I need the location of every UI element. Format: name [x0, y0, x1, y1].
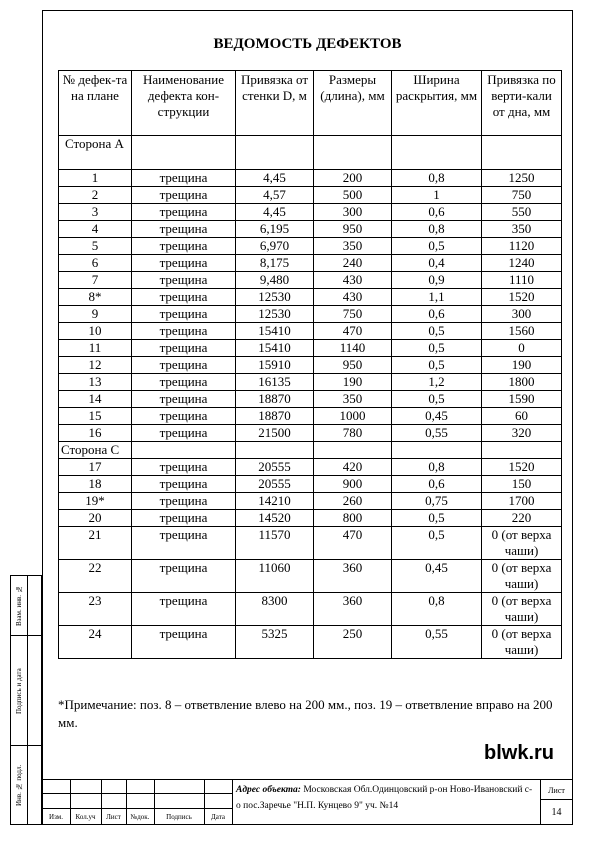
cell-opening-width: 0,5: [392, 340, 482, 357]
cell-defect-name: трещина: [132, 170, 236, 187]
cell-vertical-offset: 350: [482, 221, 562, 238]
cell-defect-number: 14: [59, 391, 132, 408]
cell-vertical-offset: 550: [482, 204, 562, 221]
cell-length: 360: [314, 593, 392, 626]
header-defect-name: Наименование дефекта кон-струкции: [132, 71, 236, 136]
cell-wall-offset: 18870: [236, 408, 314, 425]
title-block: [42, 779, 573, 825]
cell-wall-offset: 6,195: [236, 221, 314, 238]
cell-length: 800: [314, 510, 392, 527]
cell-vertical-offset: 1560: [482, 323, 562, 340]
cell-vertical-offset: 0 (от верха чаши): [482, 626, 562, 659]
cell-vertical-offset: 1240: [482, 255, 562, 272]
cell-defect-name: трещина: [132, 340, 236, 357]
cell-defect-name: трещина: [132, 221, 236, 238]
cell-wall-offset: 20555: [236, 459, 314, 476]
cell-vertical-offset: 220: [482, 510, 562, 527]
cell-wall-offset: 4,45: [236, 170, 314, 187]
cell-defect-number: 21: [59, 527, 132, 560]
cell-defect-number: 20: [59, 510, 132, 527]
cell-opening-width: 0,5: [392, 323, 482, 340]
cell-wall-offset: 21500: [236, 425, 314, 442]
stamp-col-date: Дата: [211, 813, 225, 821]
cell-wall-offset: 18870: [236, 391, 314, 408]
cell-defect-number: 18: [59, 476, 132, 493]
stamp-col-sheet: Лист: [106, 813, 121, 821]
cell-length: 350: [314, 238, 392, 255]
cell-wall-offset: 14520: [236, 510, 314, 527]
cell-wall-offset: 15410: [236, 323, 314, 340]
table-row: [59, 272, 562, 289]
address-label: Адрес объекта:: [236, 785, 301, 795]
cell-defect-number: 11: [59, 340, 132, 357]
section-empty-cell: [236, 442, 314, 459]
cell-length: 420: [314, 459, 392, 476]
header-vertical-offset: Привязка по верти-кали от дна, мм: [482, 71, 562, 136]
cell-defect-name: трещина: [132, 374, 236, 391]
stamp-col-change: Изм.: [49, 813, 63, 821]
cell-defect-name: трещина: [132, 527, 236, 560]
cell-defect-name: трещина: [132, 272, 236, 289]
cell-vertical-offset: 190: [482, 357, 562, 374]
table-row: [59, 527, 562, 560]
cell-length: 430: [314, 272, 392, 289]
side-stamp-label-signature: Подпись и дата: [15, 668, 23, 714]
table-row: [59, 626, 562, 659]
table-row: [59, 425, 562, 442]
cell-defect-name: трещина: [132, 289, 236, 306]
cell-defect-name: трещина: [132, 626, 236, 659]
cell-defect-name: трещина: [132, 493, 236, 510]
table-row: [59, 187, 562, 204]
cell-defect-number: 15: [59, 408, 132, 425]
cell-defect-number: 23: [59, 593, 132, 626]
side-stamp: [10, 575, 42, 825]
cell-length: 500: [314, 187, 392, 204]
cell-vertical-offset: 300: [482, 306, 562, 323]
cell-defect-number: 16: [59, 425, 132, 442]
table-row: [59, 493, 562, 510]
cell-defect-name: трещина: [132, 306, 236, 323]
section-empty-cell: [392, 442, 482, 459]
cell-wall-offset: 4,45: [236, 204, 314, 221]
table-row: [59, 357, 562, 374]
cell-opening-width: 0,8: [392, 459, 482, 476]
table-row: [59, 170, 562, 187]
table-row: [59, 306, 562, 323]
section-empty-cell: [314, 442, 392, 459]
cell-defect-name: трещина: [132, 408, 236, 425]
cell-defect-number: 13: [59, 374, 132, 391]
cell-vertical-offset: 320: [482, 425, 562, 442]
cell-wall-offset: 6,970: [236, 238, 314, 255]
table-row: [59, 204, 562, 221]
cell-vertical-offset: 60: [482, 408, 562, 425]
cell-wall-offset: 8300: [236, 593, 314, 626]
section-label: Сторона С: [59, 442, 132, 459]
section-empty-cell: [236, 136, 314, 170]
footnote: *Примечание: поз. 8 – ответвление влево на 200 мм., поз. 19 – ответвление вправо на 200 мм.: [58, 697, 553, 730]
cell-wall-offset: 15910: [236, 357, 314, 374]
header-wall-offset: Привязка от стенки D, м: [236, 71, 314, 136]
section-empty-cell: [132, 136, 236, 170]
cell-defect-number: 10: [59, 323, 132, 340]
cell-wall-offset: 14210: [236, 493, 314, 510]
cell-length: 780: [314, 425, 392, 442]
table-row: [59, 476, 562, 493]
cell-defect-name: трещина: [132, 459, 236, 476]
cell-defect-name: трещина: [132, 238, 236, 255]
stamp-col-signature: Подпись: [166, 813, 192, 821]
cell-vertical-offset: 1590: [482, 391, 562, 408]
section-empty-cell: [314, 136, 392, 170]
cell-wall-offset: 11570: [236, 527, 314, 560]
cell-wall-offset: 12530: [236, 289, 314, 306]
section-empty-cell: [392, 136, 482, 170]
table-row: [59, 408, 562, 425]
cell-defect-name: трещина: [132, 476, 236, 493]
cell-defect-name: трещина: [132, 255, 236, 272]
cell-wall-offset: 11060: [236, 560, 314, 593]
stamp-col-count: Кол.уч: [75, 813, 96, 821]
cell-opening-width: 0,45: [392, 560, 482, 593]
cell-length: 1000: [314, 408, 392, 425]
table-row: [59, 255, 562, 272]
cell-wall-offset: 4,57: [236, 187, 314, 204]
cell-length: 300: [314, 204, 392, 221]
sheet-number: 14: [551, 807, 562, 818]
section-empty-cell: [132, 442, 236, 459]
table-row: [59, 593, 562, 626]
cell-opening-width: 1,1: [392, 289, 482, 306]
cell-length: 470: [314, 323, 392, 340]
table-row: [59, 391, 562, 408]
cell-opening-width: 0,6: [392, 204, 482, 221]
cell-length: 750: [314, 306, 392, 323]
cell-vertical-offset: 1120: [482, 238, 562, 255]
cell-wall-offset: 15410: [236, 340, 314, 357]
table-row: [59, 221, 562, 238]
cell-defect-number: 5: [59, 238, 132, 255]
cell-opening-width: 0,4: [392, 255, 482, 272]
cell-defect-number: 24: [59, 626, 132, 659]
cell-vertical-offset: 0 (от верха чаши): [482, 527, 562, 560]
cell-defect-name: трещина: [132, 357, 236, 374]
cell-defect-name: трещина: [132, 593, 236, 626]
cell-vertical-offset: 1700: [482, 493, 562, 510]
cell-defect-name: трещина: [132, 323, 236, 340]
cell-opening-width: 0,5: [392, 510, 482, 527]
cell-opening-width: 0,75: [392, 493, 482, 510]
table-row: [59, 560, 562, 593]
cell-length: 470: [314, 527, 392, 560]
cell-defect-number: 9: [59, 306, 132, 323]
cell-length: 250: [314, 626, 392, 659]
cell-defect-number: 1: [59, 170, 132, 187]
cell-length: 360: [314, 560, 392, 593]
cell-vertical-offset: 1250: [482, 170, 562, 187]
cell-vertical-offset: 1520: [482, 459, 562, 476]
cell-defect-number: 4: [59, 221, 132, 238]
defects-table: [58, 70, 562, 659]
cell-vertical-offset: 750: [482, 187, 562, 204]
cell-vertical-offset: 0 (от верха чаши): [482, 593, 562, 626]
cell-opening-width: 0,5: [392, 527, 482, 560]
table-row: [59, 510, 562, 527]
cell-wall-offset: 9,480: [236, 272, 314, 289]
cell-length: 900: [314, 476, 392, 493]
cell-defect-number: 8*: [59, 289, 132, 306]
cell-defect-name: трещина: [132, 187, 236, 204]
cell-vertical-offset: 1110: [482, 272, 562, 289]
cell-length: 430: [314, 289, 392, 306]
cell-opening-width: 1,2: [392, 374, 482, 391]
cell-defect-name: трещина: [132, 425, 236, 442]
cell-wall-offset: 20555: [236, 476, 314, 493]
cell-defect-name: трещина: [132, 560, 236, 593]
site-logo: blwk.ru: [484, 742, 555, 764]
cell-length: 240: [314, 255, 392, 272]
cell-vertical-offset: 1520: [482, 289, 562, 306]
cell-length: 1140: [314, 340, 392, 357]
section-label: Сторона А: [59, 136, 132, 170]
cell-defect-number: 7: [59, 272, 132, 289]
cell-length: 950: [314, 357, 392, 374]
cell-vertical-offset: 150: [482, 476, 562, 493]
section-empty-cell: [482, 136, 562, 170]
cell-length: 200: [314, 170, 392, 187]
section-row: [59, 442, 562, 459]
header-opening-width: Ширина раскрытия, мм: [392, 71, 482, 136]
object-address: [236, 782, 536, 814]
cell-opening-width: 0,55: [392, 425, 482, 442]
cell-defect-number: 22: [59, 560, 132, 593]
cell-defect-name: трещина: [132, 391, 236, 408]
cell-opening-width: 0,8: [392, 170, 482, 187]
cell-vertical-offset: 0: [482, 340, 562, 357]
page-title: ВЕДОМОСТЬ ДЕФЕКТОВ: [213, 36, 402, 52]
cell-vertical-offset: 1800: [482, 374, 562, 391]
side-stamp-label-replace: Взам. инв. №: [15, 585, 23, 627]
cell-opening-width: 1: [392, 187, 482, 204]
cell-length: 350: [314, 391, 392, 408]
cell-opening-width: 0,55: [392, 626, 482, 659]
cell-opening-width: 0,6: [392, 476, 482, 493]
cell-defect-number: 6: [59, 255, 132, 272]
cell-vertical-offset: 0 (от верха чаши): [482, 560, 562, 593]
cell-opening-width: 0,8: [392, 221, 482, 238]
section-row: [59, 136, 562, 170]
cell-defect-number: 2: [59, 187, 132, 204]
cell-wall-offset: 8,175: [236, 255, 314, 272]
sheet-label: Лист: [548, 786, 565, 795]
cell-defect-name: трещина: [132, 204, 236, 221]
cell-defect-number: 12: [59, 357, 132, 374]
stamp-col-doc: №док.: [130, 813, 150, 821]
table-row: [59, 374, 562, 391]
cell-length: 260: [314, 493, 392, 510]
table-row: [59, 289, 562, 306]
cell-defect-number: 3: [59, 204, 132, 221]
cell-opening-width: 0,9: [392, 272, 482, 289]
cell-opening-width: 0,8: [392, 593, 482, 626]
cell-opening-width: 0,5: [392, 357, 482, 374]
cell-opening-width: 0,45: [392, 408, 482, 425]
cell-wall-offset: 5325: [236, 626, 314, 659]
header-defect-number: № дефек-та на плане: [59, 71, 132, 136]
table-row: [59, 238, 562, 255]
cell-opening-width: 0,5: [392, 238, 482, 255]
cell-length: 950: [314, 221, 392, 238]
cell-defect-name: трещина: [132, 510, 236, 527]
cell-length: 190: [314, 374, 392, 391]
header-length: Размеры (длина), мм: [314, 71, 392, 136]
cell-wall-offset: 16135: [236, 374, 314, 391]
cell-defect-number: 17: [59, 459, 132, 476]
side-stamp-label-inventory: Инв. № подл.: [15, 764, 23, 806]
cell-opening-width: 0,5: [392, 391, 482, 408]
cell-defect-number: 19*: [59, 493, 132, 510]
table-row: [59, 459, 562, 476]
address-text: Московская Обл.Одинцовский р-он Ново-Ивановский с-о пос.Заречье "Н.П. Кунцево 9" уч. №14: [236, 785, 533, 811]
cell-opening-width: 0,6: [392, 306, 482, 323]
cell-wall-offset: 12530: [236, 306, 314, 323]
section-empty-cell: [482, 442, 562, 459]
table-row: [59, 323, 562, 340]
table-row: [59, 340, 562, 357]
